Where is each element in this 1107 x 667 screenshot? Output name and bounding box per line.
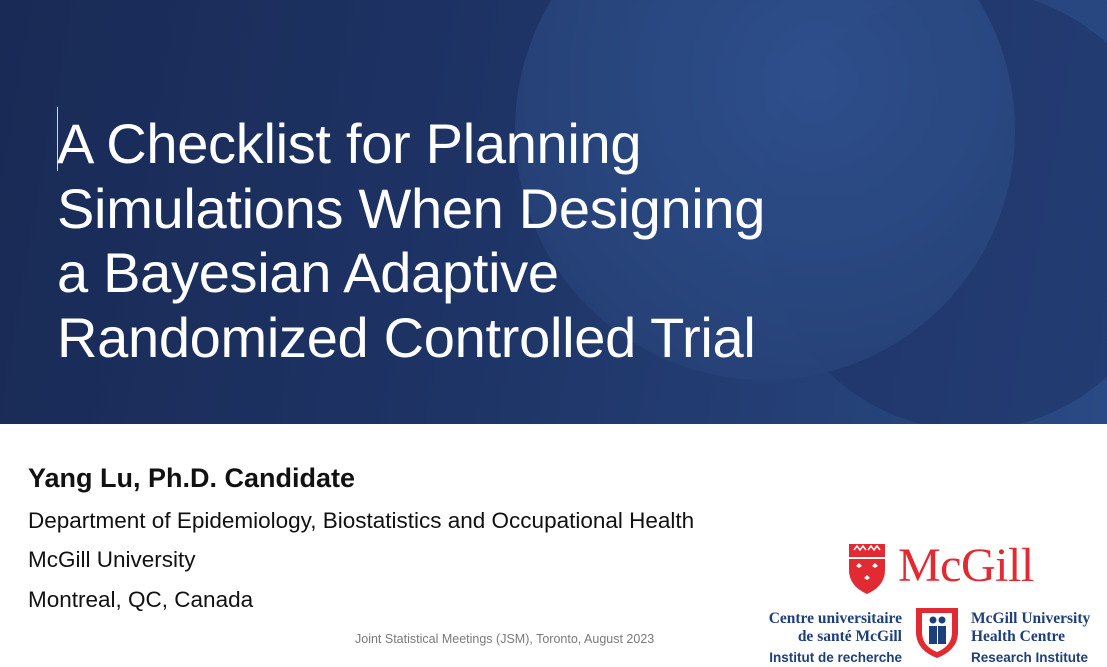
title-line: A Checklist for Planning (57, 112, 642, 175)
affiliation-department: Department of Epidemiology, Biostatistics and Occupational Health (28, 508, 695, 533)
title-line: a Bayesian Adaptive (57, 241, 559, 304)
muhc-shield-icon (912, 604, 962, 660)
author-name: Yang Lu, Ph.D. Candidate (28, 463, 356, 493)
cusm-line: Centre universitaire (768, 610, 902, 627)
muhc-line: Health Centre (971, 628, 1065, 645)
muhc-line: McGill University (971, 610, 1091, 627)
affiliation-location: Montreal, QC, Canada (28, 587, 254, 612)
mcgill-wordmark: McGill (898, 539, 1034, 592)
cusm-sub: Institut de recherche (769, 650, 902, 665)
muhc-logo-text-en (971, 610, 1107, 667)
cusm-logo-text-fr (740, 610, 902, 667)
muhc-sub: Research Institute (971, 650, 1089, 665)
title-line: Randomized Controlled Trial (57, 305, 756, 369)
title-line: Simulations When Designing (57, 176, 766, 240)
footer-text: Joint Statistical Meetings (JSM), Toronto, August 2023 (355, 632, 655, 646)
cusm-line: de santé McGill (797, 628, 902, 645)
affiliation-university: McGill University (28, 547, 196, 572)
slide-title[interactable] (57, 112, 877, 370)
